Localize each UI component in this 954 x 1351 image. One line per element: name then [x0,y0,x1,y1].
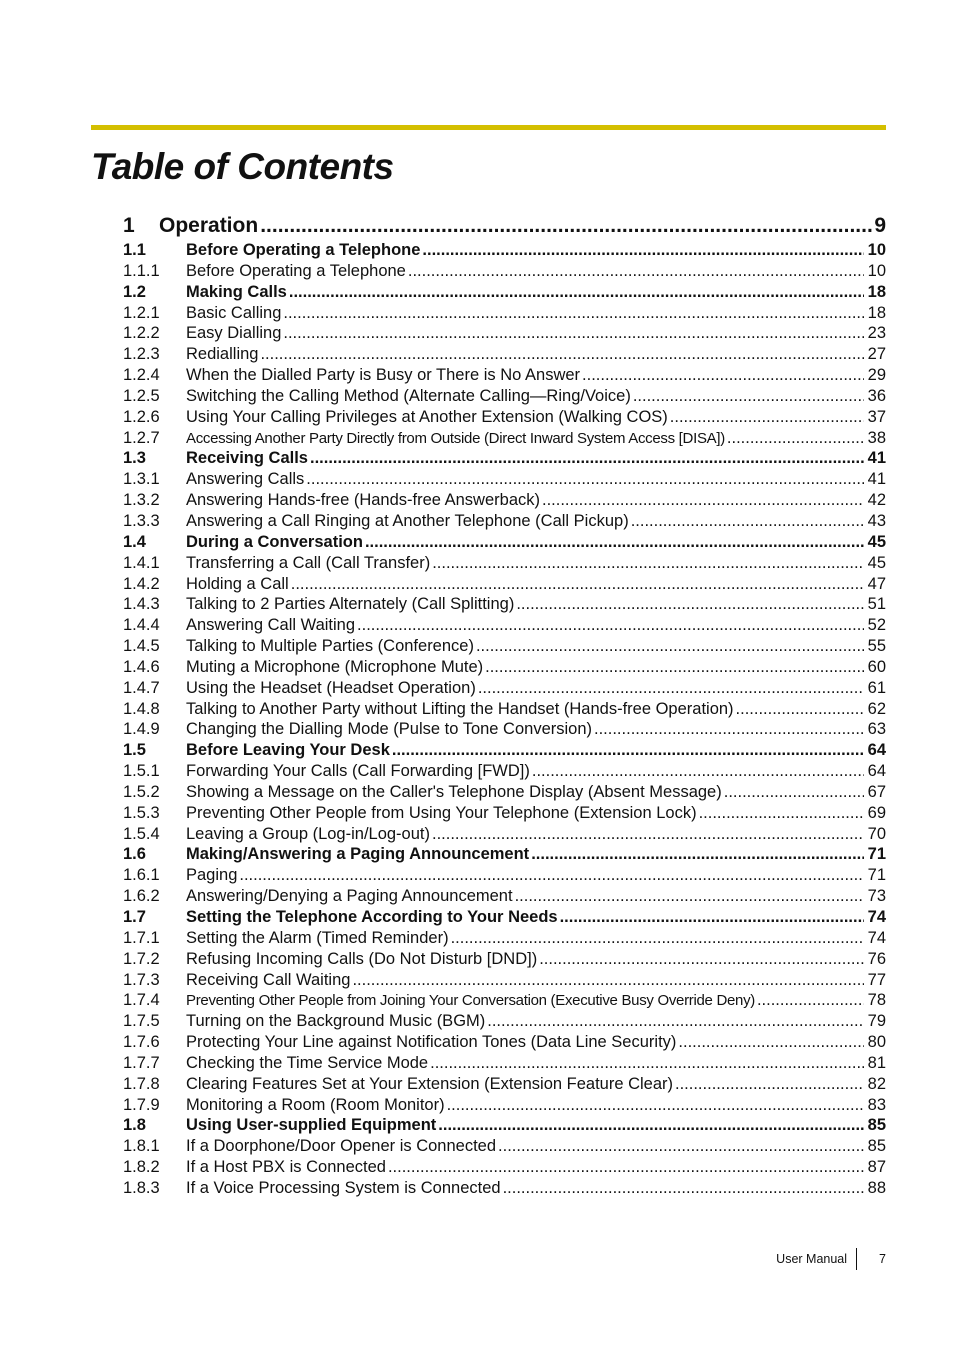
leader-dots [432,553,864,574]
entry-page: 71 [867,866,886,885]
entry-page: 43 [867,511,886,530]
entry-page: 88 [867,1178,886,1197]
entry-title: Receiving Call Waiting [186,970,351,989]
chapter-number: 1 [123,214,135,237]
leader-dots [283,323,864,344]
entry-page: 10 [867,241,886,259]
toc-subsection-entry[interactable] [123,407,886,428]
entry-title: Paging [186,866,238,885]
entry-number: 1.6 [123,845,146,864]
entry-page: 85 [867,1137,886,1156]
entry-title: Holding a Call [186,574,289,593]
entry-page: 42 [867,491,886,510]
toc-subsection-entry[interactable] [123,323,886,344]
entry-number: 1.8.3 [123,1178,160,1197]
entry-number: 1.3.1 [123,470,160,489]
entry-page: 47 [867,574,886,593]
entry-title: Answering/Denying a Paging Announcement [186,887,513,906]
leader-dots [239,865,864,886]
entry-number: 1.7 [123,908,146,926]
entry-title: Answering Call Waiting [186,616,356,635]
entry-page: 55 [867,637,886,656]
entry-page: 83 [867,1095,886,1114]
leader-dots [476,636,864,657]
entry-title: Accessing Another Party Directly from Outside (Direct Inward System Access [DISA]) [186,429,725,447]
entry-number: 1.2 [123,282,146,301]
toc-list [123,240,886,1199]
entry-number: 1.2.3 [123,345,160,364]
entry-number: 1.1.1 [123,261,160,280]
entry-title: During a Conversation [186,532,363,551]
entry-title: Basic Calling [186,303,282,322]
entry-number: 1.1 [123,241,146,259]
entry-number: 1.7.9 [123,1095,160,1114]
entry-title: Turning on the Background Music (BGM) [186,1012,486,1031]
leader-dots [310,448,864,469]
entry-title: Talking to 2 Parties Alternately (Call Splitting) [186,595,515,614]
toc-subsection-entry[interactable] [123,803,886,824]
entry-page: 81 [867,1053,886,1072]
entry-title: Answering Calls [186,470,305,489]
entry-page: 45 [867,532,886,551]
entry-page: 41 [867,470,886,489]
entry-number: 1.2.2 [123,324,160,343]
entry-number: 1.8.2 [123,1158,160,1177]
entry-title: Leaving a Group (Log-in/Log-out) [186,824,430,843]
chapter-title: Operation [159,214,259,237]
entry-number: 1.4 [123,532,146,551]
entry-page: 36 [867,386,886,405]
entry-number: 1.7.8 [123,1074,160,1093]
entry-number: 1.7.5 [123,1012,160,1031]
entry-number: 1.3.2 [123,491,160,510]
leader-dots [260,214,872,238]
entry-number: 1.5 [123,741,146,760]
entry-title: Making Calls [186,282,287,301]
entry-number: 1.8.1 [123,1137,160,1156]
leader-dots [283,303,864,324]
entry-page: 82 [867,1074,886,1093]
entry-title: If a Voice Processing System is Connected [186,1178,501,1197]
toc-section-entry[interactable] [123,282,886,303]
entry-title: Using User-supplied Equipment [186,1116,437,1135]
entry-title: If a Doorphone/Door Opener is Connected [186,1137,497,1156]
entry-title: Talking to Another Party without Lifting the Handset (Hands-free Operation) [186,699,734,718]
entry-title: Easy Dialling [186,324,282,343]
leader-dots [757,990,864,1011]
toc-section-entry[interactable] [123,240,886,261]
chapter-page: 9 [874,214,886,237]
entry-page: 27 [867,345,886,364]
leader-dots [727,428,864,449]
toc-subsection-entry[interactable] [123,1011,886,1032]
entry-number: 1.2.1 [123,303,160,322]
entry-number: 1.5.1 [123,762,160,781]
toc-chapter-operation[interactable] [123,214,886,242]
toc-subsection-entry[interactable] [123,1074,886,1095]
leader-dots [503,1178,864,1199]
toc-subsection-entry[interactable] [123,970,886,991]
entry-title: Before Operating a Telephone [186,241,421,259]
leader-dots [447,1095,864,1116]
leader-dots [352,970,864,991]
entry-title: Making/Answering a Paging Announcement [186,845,530,864]
entry-number: 1.4.3 [123,595,160,614]
entry-page: 64 [867,741,886,760]
entry-title: Muting a Microphone (Microphone Mute) [186,657,484,676]
entry-page: 87 [867,1158,886,1177]
toc-subsection-entry[interactable] [123,1032,886,1053]
entry-number: 1.6.2 [123,887,160,906]
entry-page: 77 [867,970,886,989]
leader-dots [438,1115,864,1136]
toc-subsection-entry[interactable] [123,678,886,699]
entry-number: 1.4.1 [123,553,160,572]
toc-section-entry[interactable] [123,1115,886,1136]
leader-dots [289,282,864,303]
leader-dots [291,574,864,595]
entry-title: Forwarding Your Calls (Call Forwarding [FWD]) [186,762,530,781]
entry-page: 41 [867,449,886,468]
toc-section-entry[interactable] [123,448,886,469]
toc-section-entry[interactable] [123,532,886,553]
entry-number: 1.5.4 [123,824,160,843]
leader-dots [670,407,864,428]
entry-page: 79 [867,1012,886,1031]
entry-number: 1.7.1 [123,928,160,947]
toc-subsection-entry[interactable] [123,428,886,449]
entry-page: 37 [867,407,886,426]
toc-subsection-entry[interactable] [123,761,886,782]
entry-page: 38 [867,428,886,447]
leader-dots [594,719,864,740]
toc-subsection-entry[interactable] [123,344,886,365]
entry-number: 1.8 [123,1116,146,1135]
leader-dots [633,386,864,407]
entry-title: Using the Headset (Headset Operation) [186,678,476,697]
leader-dots [531,844,864,865]
toc-subsection-entry[interactable] [123,719,886,740]
entry-title: Before Operating a Telephone [186,261,406,280]
entry-title: Talking to Multiple Parties (Conference) [186,637,474,656]
toc-subsection-entry[interactable] [123,261,886,282]
entry-page: 51 [867,595,886,614]
leader-dots [631,511,864,532]
leader-dots [260,344,864,365]
leader-dots [388,1157,864,1178]
entry-number: 1.2.5 [123,386,160,405]
toc-subsection-entry[interactable] [123,699,886,720]
entry-page: 70 [867,824,886,843]
entry-title: When the Dialled Party is Busy or There is No Answer [186,366,581,385]
entry-title: Preventing Other People from Joining Your Conversation (Executive Busy Override Deny) [186,992,755,1010]
entry-page: 67 [867,782,886,801]
entry-title: Receiving Calls [186,449,308,468]
entry-number: 1.7.4 [123,991,160,1010]
entry-number: 1.6.1 [123,866,160,885]
entry-page: 76 [867,949,886,968]
leader-dots [582,365,864,386]
entry-title: Showing a Message on the Caller's Telephone Display (Absent Message) [186,782,722,801]
toc-subsection-entry[interactable] [123,490,886,511]
toc-section-entry[interactable] [123,844,886,865]
toc-subsection-entry[interactable] [123,594,886,615]
entry-title: Answering a Call Ringing at Another Telephone (Call Pickup) [186,511,629,530]
entry-number: 1.4.9 [123,720,160,739]
leader-dots [724,782,864,803]
entry-page: 71 [867,845,886,864]
entry-page: 63 [867,720,886,739]
toc-subsection-entry[interactable] [123,1053,886,1074]
entry-page: 18 [867,282,886,301]
entry-number: 1.4.5 [123,637,160,656]
toc-subsection-entry[interactable] [123,824,886,845]
entry-title: If a Host PBX is Connected [186,1158,386,1177]
entry-page: 69 [867,803,886,822]
leader-dots [365,532,864,553]
leader-dots [430,1053,864,1074]
toc-subsection-entry[interactable] [123,303,886,324]
toc-subsection-entry[interactable] [123,511,886,532]
leader-dots [487,1011,864,1032]
entry-number: 1.5.2 [123,782,160,801]
entry-title: Redialling [186,345,259,364]
leader-dots [306,469,864,490]
entry-title: Setting the Telephone According to Your Needs [186,908,558,926]
entry-title: Transferring a Call (Call Transfer) [186,553,431,572]
leader-dots [699,803,864,824]
toc-subsection-entry[interactable] [123,365,886,386]
toc-subsection-entry[interactable] [123,386,886,407]
entry-title: Switching the Calling Method (Alternate Calling—Ring/Voice) [186,386,631,405]
entry-page: 62 [867,699,886,718]
entry-title: Monitoring a Room (Room Monitor) [186,1095,445,1114]
toc-subsection-entry[interactable] [123,574,886,595]
entry-page: 45 [867,553,886,572]
page-title: Table of Contents [91,146,394,187]
header-rule [91,125,886,130]
entry-number: 1.4.2 [123,574,160,593]
toc-subsection-entry[interactable] [123,990,886,1011]
entry-number: 1.4.8 [123,699,160,718]
entry-page: 18 [867,303,886,322]
entry-number: 1.7.6 [123,1033,160,1052]
leader-dots [357,615,864,636]
entry-number: 1.3.3 [123,511,160,530]
entry-number: 1.7.2 [123,949,160,968]
entry-page: 23 [867,324,886,343]
leader-dots [478,678,864,699]
toc-subsection-entry[interactable] [123,636,886,657]
entry-page: 85 [867,1116,886,1135]
leader-dots [560,907,864,928]
entry-number: 1.2.7 [123,428,160,447]
toc-subsection-entry[interactable] [123,657,886,678]
toc-subsection-entry[interactable] [123,886,886,907]
entry-page: 60 [867,657,886,676]
entry-page: 61 [867,678,886,697]
toc-subsection-entry[interactable] [123,1178,886,1199]
toc-subsection-entry[interactable] [123,615,886,636]
leader-dots [422,240,864,261]
entry-title: Using Your Calling Privileges at Another Extension (Walking COS) [186,407,668,426]
toc-subsection-entry[interactable] [123,1157,886,1178]
toc-subsection-entry[interactable] [123,553,886,574]
leader-dots [485,657,864,678]
leader-dots [408,261,864,282]
toc-subsection-entry[interactable] [123,1095,886,1116]
entry-number: 1.2.4 [123,366,160,385]
entry-title: Answering Hands-free (Hands-free Answerback) [186,491,540,510]
entry-title: Refusing Incoming Calls (Do Not Disturb [DND]) [186,949,538,968]
entry-page: 78 [867,991,886,1010]
leader-dots [451,928,864,949]
entry-page: 10 [867,261,886,280]
entry-number: 1.4.4 [123,616,160,635]
leader-dots [542,490,864,511]
toc-section-entry[interactable] [123,740,886,761]
entry-page: 52 [867,616,886,635]
entry-number: 1.7.3 [123,970,160,989]
entry-number: 1.4.7 [123,678,160,697]
entry-page: 80 [867,1033,886,1052]
entry-title: Before Leaving Your Desk [186,741,390,760]
entry-number: 1.4.6 [123,657,160,676]
toc-subsection-entry[interactable] [123,865,886,886]
leader-dots [515,886,864,907]
entry-title: Clearing Features Set at Your Extension (Extension Feature Clear) [186,1074,674,1093]
leader-dots [736,699,864,720]
entry-title: Setting the Alarm (Timed Reminder) [186,928,449,947]
entry-page: 64 [867,762,886,781]
leader-dots [392,740,864,761]
entry-title: Protecting Your Line against Notification Tones (Data Line Security) [186,1033,677,1052]
entry-number: 1.3 [123,449,146,468]
footer-label: User Manual [776,1252,848,1266]
footer-page-number: 7 [879,1252,886,1266]
entry-number: 1.2.6 [123,407,160,426]
leader-dots [432,824,864,845]
leader-dots [516,594,864,615]
entry-number: 1.5.3 [123,803,160,822]
toc-subsection-entry[interactable] [123,782,886,803]
entry-title: Checking the Time Service Mode [186,1053,429,1072]
toc-subsection-entry[interactable] [123,949,886,970]
leader-dots [498,1136,864,1157]
leader-dots [678,1032,864,1053]
entry-page: 73 [867,887,886,906]
leader-dots [539,949,864,970]
entry-title: Preventing Other People from Using Your Telephone (Extension Lock) [186,803,697,822]
entry-number: 1.7.7 [123,1053,160,1072]
entry-page: 74 [867,908,886,926]
entry-page: 74 [867,928,886,947]
entry-title: Changing the Dialling Mode (Pulse to Tone Conversion) [186,720,593,739]
toc-subsection-entry[interactable] [123,1136,886,1157]
toc-section-entry[interactable] [123,907,886,928]
toc-subsection-entry[interactable] [123,928,886,949]
entry-page: 29 [867,366,886,385]
leader-dots [532,761,864,782]
leader-dots [675,1074,864,1095]
toc-subsection-entry[interactable] [123,469,886,490]
page-footer [776,1248,886,1270]
